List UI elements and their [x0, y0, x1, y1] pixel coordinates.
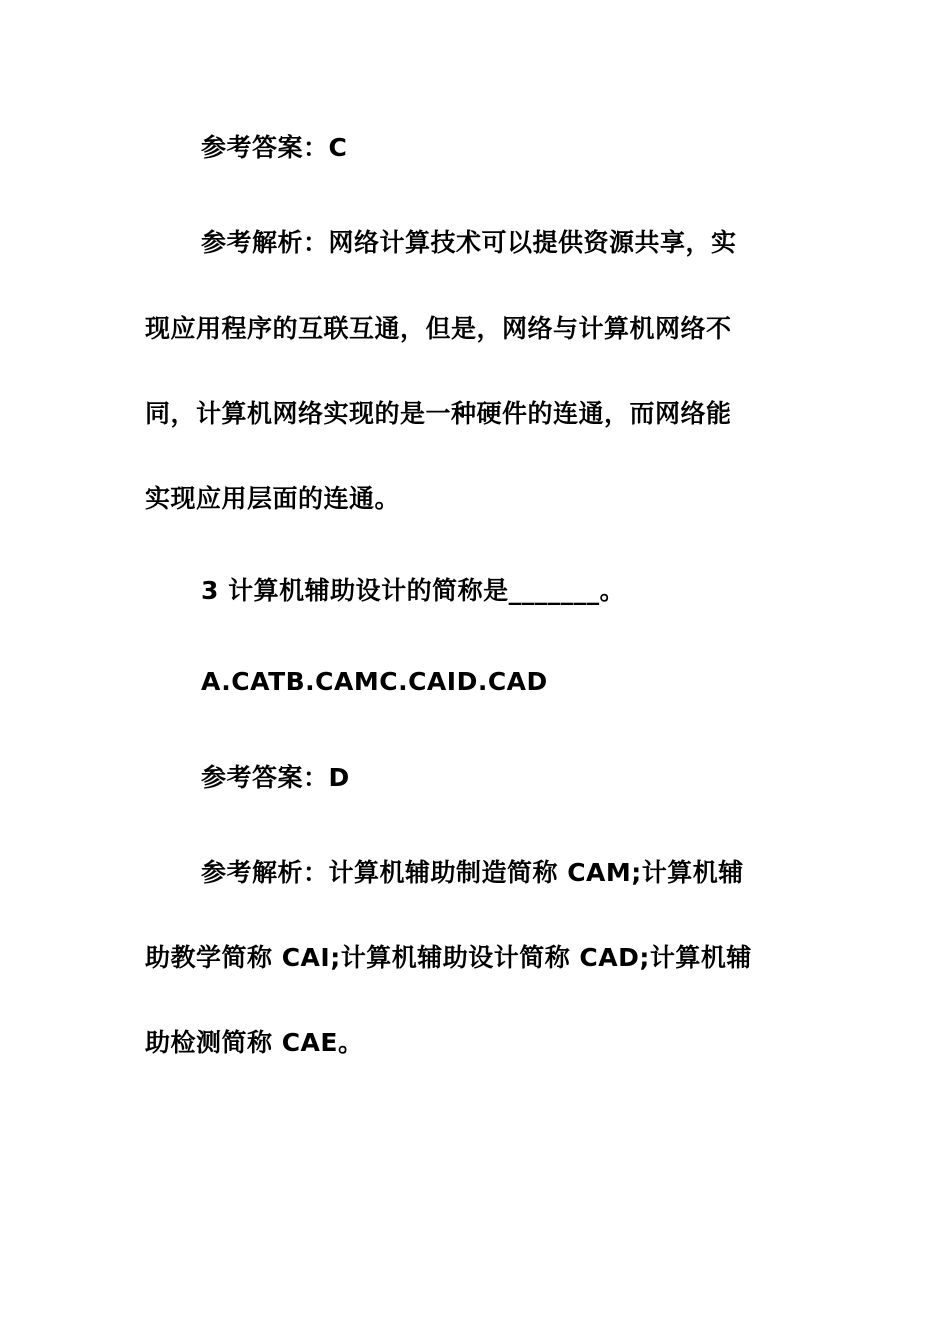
explanation-2-line-1: 参考解析：计算机辅助制造简称 CAM;计算机辅	[201, 858, 744, 887]
explanation-line-2: 现应用程序的互联互通，但是，网络与计算机网络不	[145, 314, 732, 343]
explanation-line-1: 参考解析：网络计算技术可以提供资源共享，实	[201, 228, 737, 257]
explanation-2-line-2: 助教学简称 CAI;计算机辅助设计简称 CAD;计算机辅	[145, 943, 752, 972]
question-line: 3 计算机辅助设计的简称是_______。	[201, 576, 626, 605]
answer-line-2: 参考答案：D	[201, 763, 350, 792]
answer-line-1: 参考答案：C	[201, 133, 348, 162]
explanation-line-3: 同，计算机网络实现的是一种硬件的连通，而网络能	[145, 399, 732, 428]
options-line: A.CATB.CAMC.CAID.CAD	[201, 667, 548, 696]
explanation-line-4: 实现应用层面的连通。	[145, 484, 401, 513]
explanation-2-line-3: 助检测简称 CAE。	[145, 1028, 364, 1057]
